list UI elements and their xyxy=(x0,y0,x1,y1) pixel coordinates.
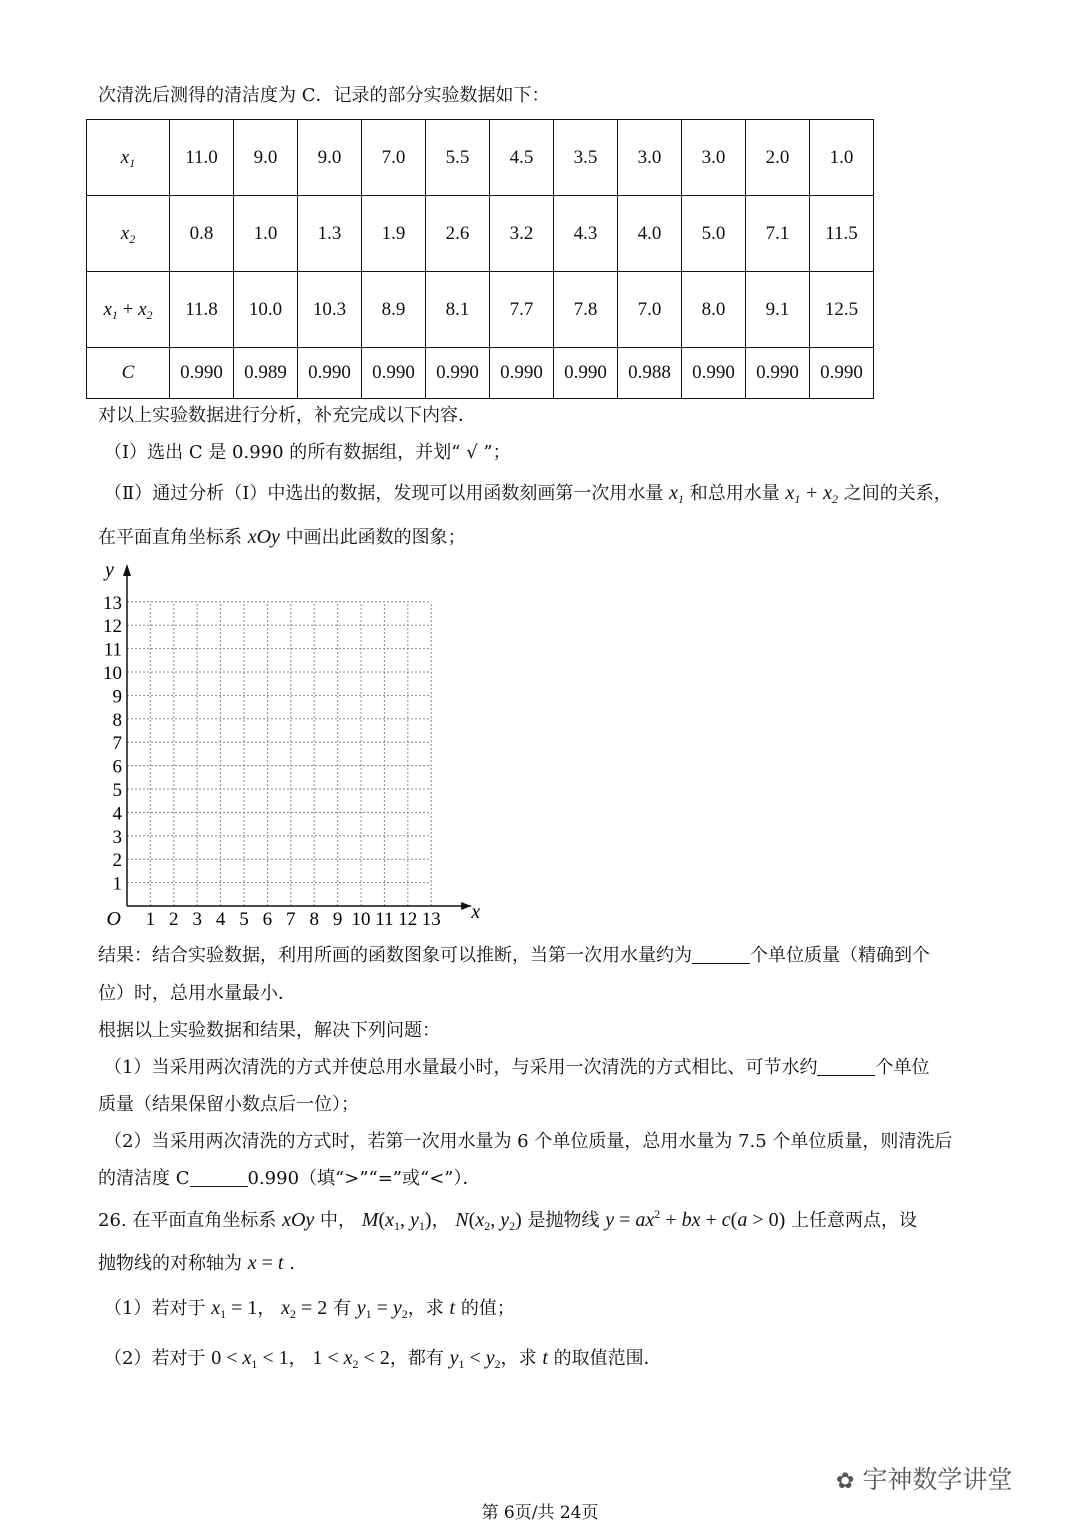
table-cell: 9.0 xyxy=(234,120,298,196)
y-tick-label: 2 xyxy=(112,850,122,872)
axes xyxy=(123,564,471,910)
page-footer: 第 6页/共 24页 xyxy=(481,1503,599,1523)
x-tick-label: 1 xyxy=(145,909,156,930)
p26-q1-text-a: （1）若对于 xyxy=(104,1298,206,1319)
q1-text-b: 个单位 xyxy=(875,1057,930,1078)
table-cell: 0.990 xyxy=(298,348,362,399)
y-tick-label: 4 xyxy=(112,803,122,825)
table-cell: 0.990 xyxy=(554,348,618,399)
x-tick-label: 13 xyxy=(421,909,441,930)
part1-text: （Ⅰ）选出 C 是 0.990 的所有数据组，并划“ √ ”； xyxy=(104,442,511,463)
result-line1 xyxy=(98,944,930,968)
table-cell: 8.1 xyxy=(426,272,490,348)
row-header-x1: $x_1$ xyxy=(87,120,170,196)
problem26-q1: （1）若对于 $x_1 = 1$， $x_2 = 2$ 有 $y_1 = y_2$，求 t 的值； xyxy=(104,1297,515,1321)
table-row-sum xyxy=(87,272,874,348)
result-line2: 位）时，总用水量最小． xyxy=(98,983,296,1004)
part2-line2: 在平面直角坐标系 xOy 中画出此函数的图象； xyxy=(98,526,466,548)
p26-q2-text-c: ，求 xyxy=(500,1348,537,1369)
table-cell: 0.990 xyxy=(362,348,426,399)
x-axis-label: x xyxy=(471,901,481,923)
q2-text-c: 0.990（填“>”“=”或“<”）． xyxy=(247,1168,481,1189)
row-header-c: C xyxy=(87,348,170,399)
p26-text-b: 中， xyxy=(320,1210,357,1231)
p26-q1-text-d: 的值； xyxy=(460,1298,515,1319)
q2-line1: （2）当采用两次清洗的方式时，若第一次用水量为 6 个单位质量，总用水量为 7.5 个单位质量，则清洗后 xyxy=(104,1131,953,1152)
answer-blank-3[interactable] xyxy=(190,1168,248,1187)
table-cell: 5.0 xyxy=(682,196,746,272)
table-cell: 0.988 xyxy=(618,348,682,399)
q1-text-a: （1）当采用两次清洗的方式并使总用水量最小时，与采用一次清洗的方式相比、可节水约 xyxy=(104,1057,818,1078)
wechat-icon: ✿ xyxy=(836,1469,855,1494)
part2-text-d: 在平面直角坐标系 xyxy=(98,527,242,548)
x-tick-label: 7 xyxy=(286,909,296,930)
table-cell: 3.0 xyxy=(682,120,746,196)
table-row-x1 xyxy=(87,120,874,196)
part2-line1: （Ⅱ）通过分析（Ⅰ）中选出的数据，发现可以用函数刻画第一次用水量 $x_1$ 和总用水量 $x_1 + x_2$ 之间的关系， xyxy=(104,482,952,506)
table-cell: 7.7 xyxy=(490,272,554,348)
table-cell: 9.1 xyxy=(746,272,810,348)
y-tick-label: 5 xyxy=(112,780,122,801)
y-tick-label: 1 xyxy=(112,873,122,895)
table-cell: 3.0 xyxy=(618,120,682,196)
data-table xyxy=(86,119,874,399)
q1-line1 xyxy=(104,1056,929,1080)
p26-q1-text-c: ，求 xyxy=(407,1298,444,1319)
table-cell: 11.5 xyxy=(810,196,874,272)
part2-text-b: 和总用水量 xyxy=(689,483,780,504)
table-cell: 0.990 xyxy=(170,348,234,399)
table-cell: 4.5 xyxy=(490,120,554,196)
q2-line2 xyxy=(98,1167,481,1191)
table-cell: 8.0 xyxy=(682,272,746,348)
origin-label: O xyxy=(106,908,121,930)
table-cell: 1.0 xyxy=(234,196,298,272)
table-cell: 4.0 xyxy=(618,196,682,272)
row-header-x2: $x_2$ xyxy=(87,196,170,272)
table-cell: 0.989 xyxy=(234,348,298,399)
table-cell: 10.0 xyxy=(234,272,298,348)
table-cell: 7.0 xyxy=(362,120,426,196)
coordinate-grid xyxy=(92,556,482,931)
result-text-b: 个单位质量（精确到个 xyxy=(750,945,930,966)
table-cell: 7.1 xyxy=(746,196,810,272)
table-cell: 7.0 xyxy=(618,272,682,348)
q2-text-b: 的清洁度 C xyxy=(98,1168,190,1189)
row-header-sum: $x_1 + x_2$ xyxy=(87,272,170,348)
table-cell: 1.3 xyxy=(298,196,362,272)
table-cell: 12.5 xyxy=(810,272,874,348)
table-cell: 3.2 xyxy=(490,196,554,272)
part2-text-e: 中画出此函数的图象； xyxy=(285,527,466,548)
q1-line2: 质量（结果保留小数点后一位）； xyxy=(98,1094,359,1115)
x-tick-label: 2 xyxy=(169,909,179,930)
p26-text-e: 抛物线的对称轴为 xyxy=(98,1253,242,1274)
x-tick-label: 3 xyxy=(192,909,202,930)
y-tick-label: 3 xyxy=(112,826,122,848)
x-tick-label: 6 xyxy=(262,909,273,930)
grid-lines xyxy=(127,602,431,906)
x-tick-label: 4 xyxy=(215,909,226,930)
analysis-text: 对以上实验数据进行分析，补充完成以下内容． xyxy=(98,405,476,426)
y-tick-label: 10 xyxy=(103,663,122,684)
table-row-x2 xyxy=(87,196,874,272)
table-cell: 9.0 xyxy=(298,120,362,196)
table-cell: 2.6 xyxy=(426,196,490,272)
y-tick-label: 12 xyxy=(103,616,122,638)
table-cell: 11.8 xyxy=(170,272,234,348)
p26-text-d: 上任意两点，设 xyxy=(791,1210,917,1231)
y-tick-label: 8 xyxy=(112,709,122,731)
y-tick-label: 13 xyxy=(103,592,122,614)
table-cell: 0.990 xyxy=(426,348,490,399)
table-cell: 4.3 xyxy=(554,196,618,272)
result-text-a: 结果：结合实验数据，利用所画的函数图象可以推断，当第一次用水量约为 xyxy=(98,945,692,966)
table-cell: 11.0 xyxy=(170,120,234,196)
y-tick-label: 6 xyxy=(112,756,122,778)
table-cell: 8.9 xyxy=(362,272,426,348)
table-cell: 10.3 xyxy=(298,272,362,348)
x-tick-label: 5 xyxy=(239,909,249,930)
x-tick-label: 9 xyxy=(332,909,343,930)
intro-text: 次清洗后测得的清洁度为 C．记录的部分实验数据如下： xyxy=(98,85,550,106)
y-tick-label: 9 xyxy=(112,686,122,708)
p26-q2-text-d: 的取值范围． xyxy=(553,1348,662,1369)
table-row-c xyxy=(87,348,874,399)
p26-text-c: 是抛物线 xyxy=(527,1210,600,1231)
y-tick-label: 7 xyxy=(112,733,122,755)
x-tick-label: 11 xyxy=(375,909,394,930)
table-cell: 7.8 xyxy=(554,272,618,348)
part2-text-a: （Ⅱ）通过分析（Ⅰ）中选出的数据，发现可以用函数刻画第一次用水量 xyxy=(104,483,664,504)
problem26-line2: 抛物线的对称轴为 x = t . xyxy=(98,1252,295,1274)
answer-blank-1[interactable] xyxy=(692,945,750,964)
x-axis-arrow xyxy=(461,902,471,910)
watermark xyxy=(836,1460,1012,1496)
p26-q1-text-b: 有 xyxy=(333,1298,351,1319)
watermark-text: 宇神数学讲堂 xyxy=(862,1465,1013,1494)
table-cell: 1.0 xyxy=(810,120,874,196)
answer-blank-2[interactable] xyxy=(817,1057,875,1076)
p26-q2-text-a: （2）若对于 xyxy=(104,1348,206,1369)
table-cell: 0.990 xyxy=(682,348,746,399)
y-tick-label: 11 xyxy=(103,639,122,661)
x-tick-label: 12 xyxy=(398,909,418,930)
problem26-line1: 26. 在平面直角坐标系 xOy 中， $M(x_1$, $y_1$)， $N(x_2$, $y_2$) 是抛物线 $y = ax^2$ + bx + c(a > 0) 上任意两点，设 xyxy=(98,1207,917,1233)
y-axis-arrow xyxy=(123,564,131,576)
x-tick-label: 10 xyxy=(351,909,371,930)
table-cell: 0.990 xyxy=(490,348,554,399)
table-cell: 5.5 xyxy=(426,120,490,196)
table-cell: 0.990 xyxy=(810,348,874,399)
p26-q2-text-b: ，都有 xyxy=(389,1348,444,1369)
tick-labels xyxy=(103,559,480,930)
solve-text: 根据以上实验数据和结果，解决下列问题： xyxy=(98,1020,440,1041)
part2-text-c: 之间的关系， xyxy=(843,483,952,504)
table-cell: 2.0 xyxy=(746,120,810,196)
table-cell: 0.8 xyxy=(170,196,234,272)
p26-text-a: 26. 在平面直角坐标系 xyxy=(98,1210,277,1231)
table-cell: 3.5 xyxy=(554,120,618,196)
table-cell: 0.990 xyxy=(746,348,810,399)
y-axis-label: y xyxy=(105,559,114,581)
table-cell: 1.9 xyxy=(362,196,426,272)
problem26-q2: （2）若对于 $0 < x_1 < 1$， $1 < x_2 < 2$，都有 $y_1 < y_2$，求 t 的取值范围． xyxy=(104,1347,662,1371)
x-tick-label: 8 xyxy=(309,909,319,930)
